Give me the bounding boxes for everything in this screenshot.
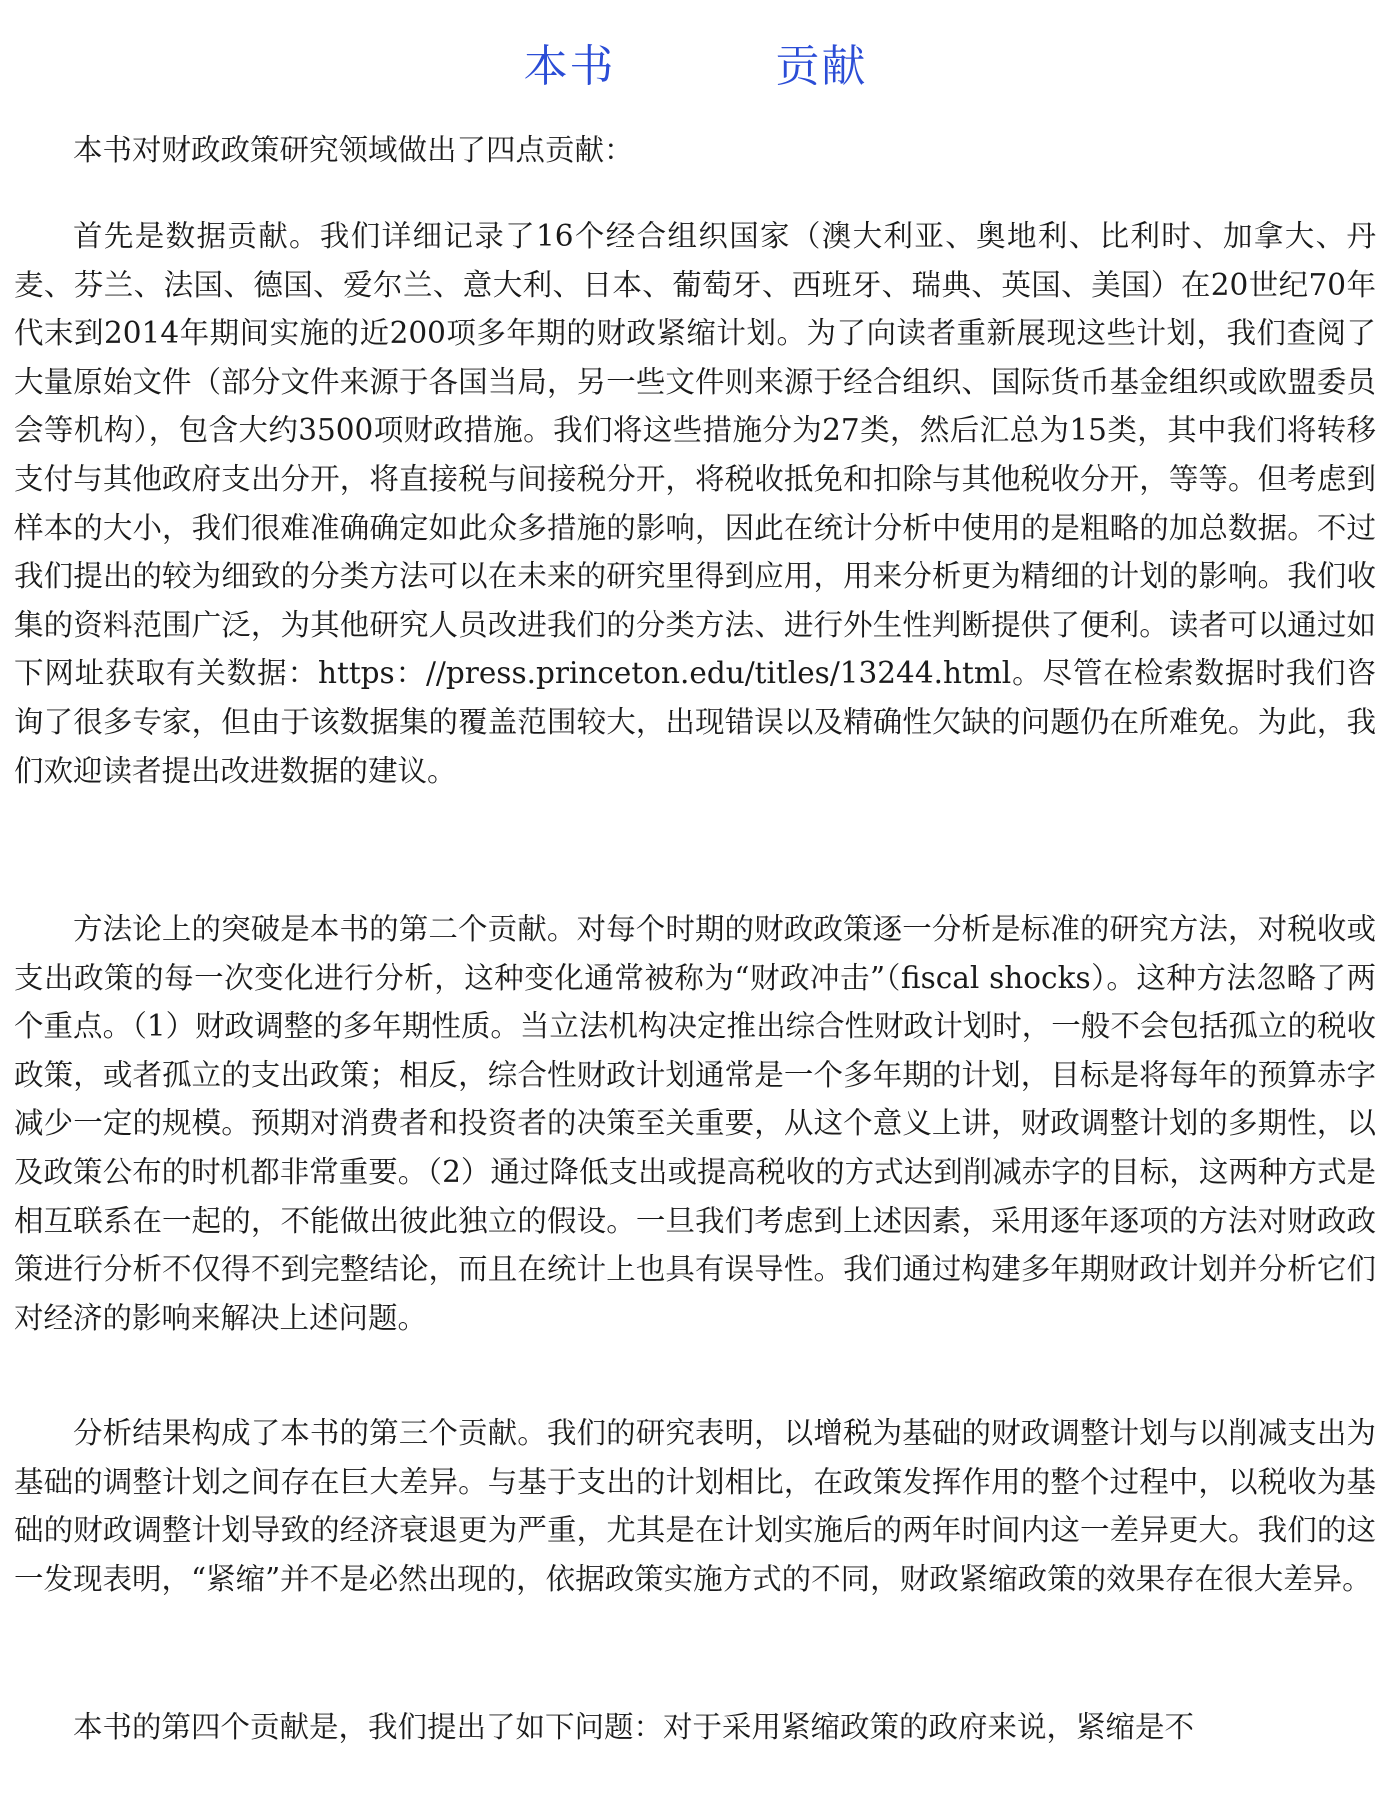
page-title: 本书 贡献 bbox=[523, 41, 868, 93]
paragraph-fourth-contribution: 本书的第四个贡献是，我们提出了如下问题：对于采用紧缩政策的政府来说，紧缩是不 bbox=[73, 1710, 1195, 1744]
paragraph-methodology-contribution: 方法论上的突破是本书的第二个贡献。对每个时期的财政政策逐一分析是标准的研究方法，对税收或支出政策的每一次变化进行分析，这种变化通常被称为“财政冲击”（fiscal shocks）。这种方法忽略了两个重点。（1）财政调整的多年期性质。当立法机构决定推出综合性财政计划时，一般不会包括孤立的税收政策，或者孤立的支出政策；相反，综合性财政计划通常是一个多年期的计划，目标是将每年的预算赤字减少一定的规模。预期对消费者和投资者的决策至关重要，从这个意义上讲，财政调整计划的多期性，以及政策公布的时机都非常重要。（2）通过降低支出或提高税收的方式达到削减赤字的目标，这两种方式是相互联系在一起的，不能做出彼此独立的假设。一旦我们考虑到上述因素，采用逐年逐项的方法对财政政策进行分析不仅得不到完整结论，而且在统计上也具有误导性。我们通过构建多年期财政计划并分析它们对经济的影响来解决上述问题。 bbox=[14, 912, 1376, 1335]
intro-paragraph: 本书对财政政策研究领域做出了四点贡献： bbox=[73, 133, 634, 167]
paragraph-results-contribution: 分析结果构成了本书的第三个贡献。我们的研究表明，以增税为基础的财政调整计划与以削减支出为基础的调整计划之间存在巨大差异。与基于支出的计划相比，在政策发挥作用的整个过程中，以税收为基础的财政调整计划导致的经济衰退更为严重，尤其是在计划实施后的两年时间内这一差异更大。我们的这一发现表明，“紧缩”并不是必然出现的，依据政策实施方式的不同，财政紧缩政策的效果存在很大差异。 bbox=[14, 1416, 1376, 1596]
paragraph-data-contribution: 首先是数据贡献。我们详细记录了16个经合组织国家（澳大利亚、奥地利、比利时、加拿大、丹麦、芬兰、法国、德国、爱尔兰、意大利、日本、葡萄牙、西班牙、瑞典、英国、美国）在20世纪70年代末到2014年期间实施的近200项多年期的财政紧缩计划。为了向读者重新展现这些计划，我们查阅了大量原始文件（部分文件来源于各国当局，另一些文件则来源于经合组织、国际货币基金组织或欧盟委员会等机构），包含大约3500项财政措施。我们将这些措施分为27类，然后汇总为15类，其中我们将转移支付与其他政府支出分开，将直接税与间接税分开，将税收抵免和扣除与其他税收分开，等等。但考虑到样本的大小，我们很难准确确定如此众多措施的影响，因此在统计分析中使用的是粗略的加总数据。不过我们提出的较为细致的分类方法可以在未来的研究里得到应用，用来分析更为精细的计划的影响。我们收集的资料范围广泛，为其他研究人员改进我们的分类方法、进行外生性判断提供了便利。读者可以通过如下网址获取有关数据：https：//press.princeton.edu/titles/13244.html。尽管在检索数据时我们咨询了很多专家，但由于该数据集的覆盖范围较大，出现错误以及精确性欠缺的问题仍在所难免。为此，我们欢迎读者提出改进数据的建议。 bbox=[14, 219, 1376, 788]
